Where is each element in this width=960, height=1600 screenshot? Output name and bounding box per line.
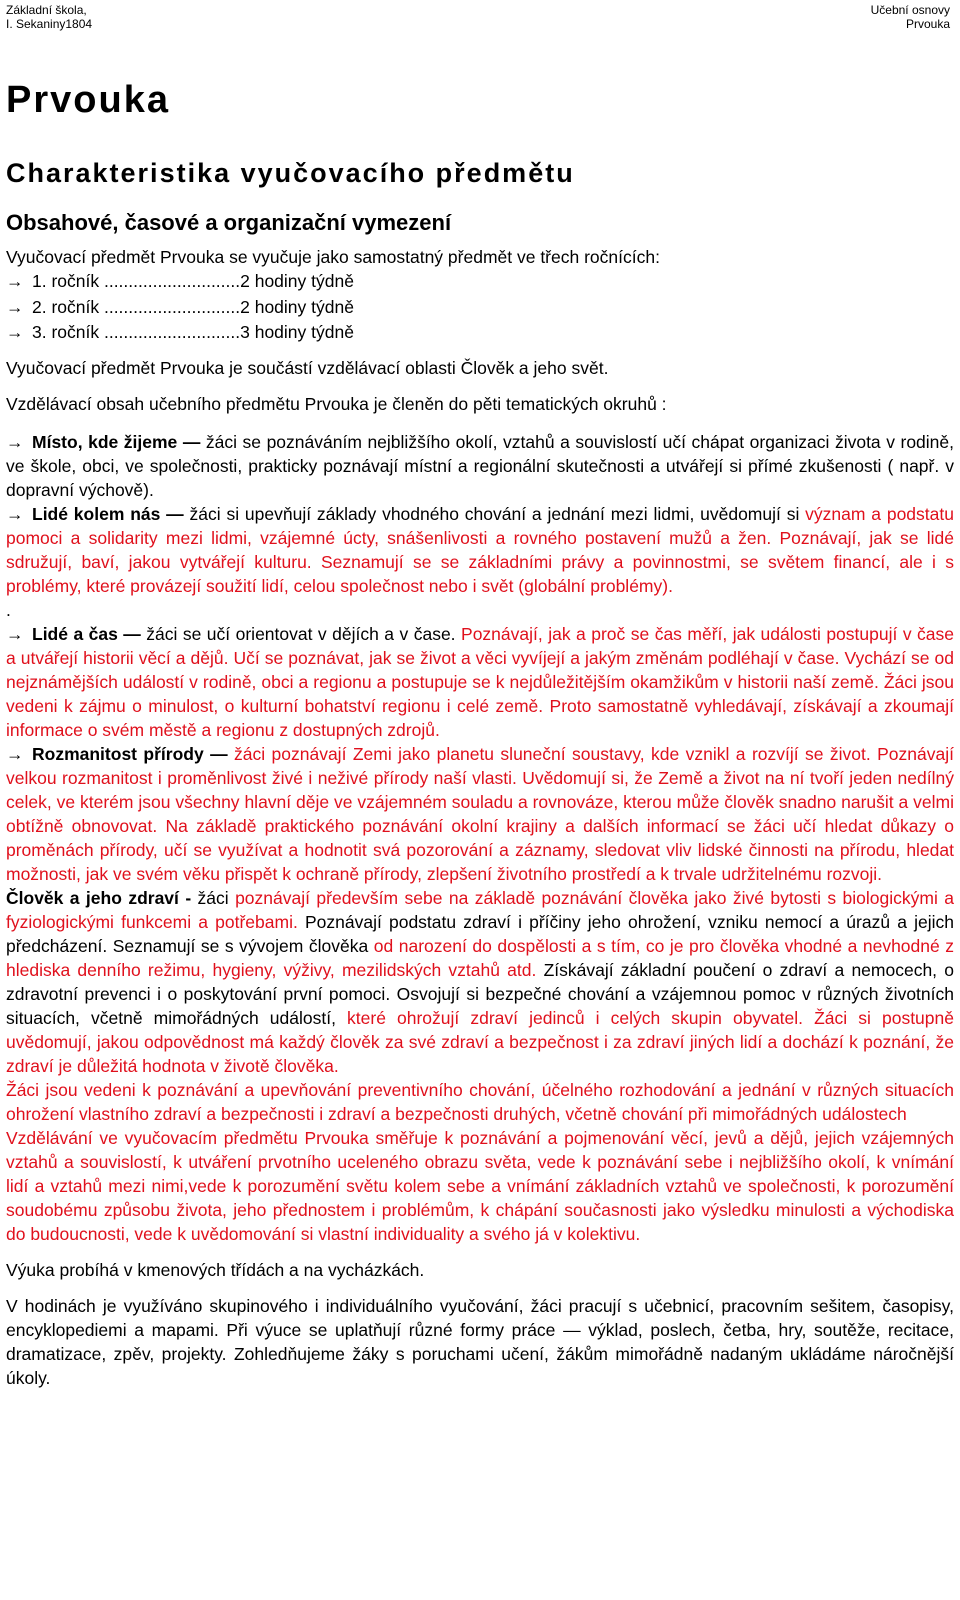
page-subtitle: Charakteristika vyučovacího předmětu (6, 158, 575, 188)
topic-text: žáci si upevňují základy vhodného chování a jednání mezi lidmi, uvědomují si (189, 503, 800, 524)
topic-term: Místo, kde žijeme (32, 431, 178, 452)
school-name (6, 3, 92, 31)
page-header (6, 0, 954, 31)
arrow-icon: → (6, 271, 24, 291)
topic-term: Člověk a jeho zdraví (6, 887, 179, 908)
arrow-icon: → (6, 431, 24, 452)
school-line-1: Základní škola, (6, 3, 87, 17)
teaching-place-paragraph: Výuka probíhá v kmenových třídách a na vycházkách. (6, 1259, 425, 1280)
grade-item-3 (6, 320, 954, 346)
topic-dash: — (177, 431, 206, 452)
topic-dash: — (160, 503, 190, 524)
topic-term: Lidé kolem nás (32, 503, 161, 524)
topic-text-highlight: poznávají především sebe na základě poznávání člověka jako živé bytosti s biologickými a fyziologickými funkcemi a potřebami. (6, 887, 954, 932)
document-label (871, 3, 954, 31)
topic-text-highlight: význam a podstatu pomoci a solidarity mezi lidmi, vzájemné úcty, snášenlivosti a rovného postavení mužů a žen. Poznávají, jak se lidé sdružují, baví, jakou vytvářejí kulturu. Seznamují se se základními právy a povinnostmi, se světem financí, ale i s problémy, které provázejí soužití lidí, celou společnost nebo i svět (globální problémy). (6, 503, 954, 596)
topic-dash: - (178, 887, 198, 908)
arrow-icon: → (6, 623, 24, 644)
topic-text-highlight: od narození do dospělosti a s tím, co je pro člověka vhodné a nevhodné z hlediska denního režimu, hygieny, výživy, mezilidských vztahů atd. (6, 935, 955, 980)
teaching-methods-paragraph: V hodinách je využíváno skupinového i individuálního vyučování, žáci pracují s učebnicí, pracovním sešitem, časopisy, encyklopediemi a mapami. Při výuce se uplatňují různé formy práce — výklad, poslech, četba, hry, soutěže, recitace, dramatizace, zpěv, projekty. Zohledňujeme žáky s poruchami učení, žákům mimořádně nadaným ukládáme náročnější úkoly. (6, 1295, 954, 1388)
doc-line-2: Prvouka (905, 17, 950, 31)
grade-text: 3. ročník ............................3 hodiny týdně (32, 322, 354, 342)
topic-text: Poznávají podstatu zdraví i příčiny jeho ohrožení, vzniku nemocí a úrazů a jejich předcházení. Seznamují se s vývojem člověka (6, 911, 954, 956)
grade-text: 1. ročník ............................2 hodiny týdně (32, 271, 354, 291)
arrow-icon: → (6, 296, 24, 317)
topic-text-highlight: žáci poznávají Zemi jako planetu sluneční soustavy, kde vznikl a rozvíjí se život. Poznávají velkou rozmanitost i proměnlivost živé i neživé přírody naší vlasti. Uvědomují si, že Země a život na ní tvoří jeden nedílný celek, ve kterém jsou všechny hlavní děje ve vzájemném souladu a rovnováze, kterou může člověk snadno narušit a velmi obtížně obnovovat. Na základě praktického poznávání okolní krajiny a dalších informací se žáci učí hledat důkazy o proměnách přírody, učí se využívat a hodnotit svá pozorování a záznamy, sledovat vliv lidské činnosti na přírodu, hledat možnosti, jak ve svém věku přispět k ochraně přírody, zlepšení životního prostředí a k trvale udržitelnému rozvoji. (6, 743, 954, 884)
grade-item-2 (6, 295, 954, 321)
topic-lide (6, 502, 954, 598)
doc-line-1: Učební osnovy (870, 3, 950, 17)
school-line-2: I. Sekaniny1804 (6, 17, 93, 31)
topic-dash: — (117, 623, 147, 644)
separator-dot: . (6, 599, 11, 620)
okruhy-intro: Vzdělávací obsah učebního předmětu Prvouka je členěn do pěti tematických okruhů : (6, 393, 667, 414)
intro-paragraph: Vyučovací předmět Prvouka se vyučuje jako samostatný předmět ve třech ročnících: (6, 247, 660, 267)
topic-text: žáci (197, 887, 236, 908)
section-heading: Obsahové, časové a organizační vymezení (6, 210, 452, 235)
grade-item-1 (6, 269, 954, 295)
topic-clovek (6, 886, 954, 1078)
topic-dash: — (203, 743, 234, 764)
arrow-icon: → (6, 503, 24, 524)
topic-text-highlight: Poznávají, jak a proč se čas měří, jak události postupují v čase a utvářejí historii věcí a dějů. Učí se poznávat, jak se život a věci vyvíjejí a jakým změnám podléhají v čase. Vychází se od nejznámějších událostí v rodině, obci a regionu a postupuje se k nejdůležitějším okamžikům v historii naší země. Žáci jsou vedeni k zájmu o minulost, o kulturní bohatství regionu i celé země. Proto samostatně vyhledávají, získávají a zkoumají informace o svém městě a regionu z dostupných zdrojů. (6, 623, 954, 740)
topic-rozmanitost (6, 742, 954, 886)
grade-text: 2. ročník ............................2 hodiny týdně (32, 296, 354, 317)
topic-term: Lidé a čas (32, 623, 118, 644)
prevention-paragraph: Žáci jsou vedeni k poznávání a upevňování preventivního chování, účelného rozhodování a jednání v různých situacích ohrožení vlastního zdraví a bezpečnosti i zdraví a bezpečnosti druhých, včetně chování při mimořádných událostech (6, 1079, 954, 1124)
aims-paragraph: Vzdělávání ve vyučovacím předmětu Prvouka směřuje k poznávání a pojmenování věcí, jevů a dějů, jejich vzájemných vztahů a souvislostí, k utváření prvotního uceleného obrazu světa, vede k poznávání sebe i nejbližšího okolí, k vnímání lidí a vztahů mezi nimi,vede k porozumění světu kolem sebe a vnímání základních vztahů ve společnosti, k porozumění soudobému způsobu života, jeho přednostem i problémům, k chápání současnosti jako výsledku minulosti a východiska do budoucnosti, vede k uvědomování si vlastní individuality a svého já v kolektivu. (6, 1127, 954, 1244)
topic-text-highlight: které ohrožují zdraví jedinců i celých skupin obyvatel. Žáci si postupně uvědomují, jakou odpovědnost má každý člověk za své zdraví a bezpečnost i za zdraví jiných lidí a dochází k poznání, že zdraví je důležitá hodnota v životě člověka. (6, 1007, 954, 1076)
topic-term: Rozmanitost přírody (32, 743, 204, 764)
topic-text: žáci se poznáváním nejbližšího okolí, vztahů a souvislostí učí chápat organizaci života v rodině, ve škole, obci, ve společnosti, prakticky poznávají místní a regionální skutečnosti a utvářejí si přímé zkušenosti ( např. v dopravní výchově). (6, 431, 955, 500)
page-title: Prvouka (6, 79, 170, 121)
arrow-icon: → (6, 743, 24, 764)
topic-text: Získávají základní poučení o zdraví a nemocech, o zdravotní prevenci i o poskytování první pomoci. Osvojují si bezpečné chování a vzájemnou pomoc v různých životních situacích, včetně mimořádných událostí, (6, 959, 954, 1028)
topic-lide-cas (6, 622, 954, 742)
arrow-icon: → (6, 322, 24, 342)
topic-misto (6, 430, 954, 502)
area-paragraph: Vyučovací předmět Prvouka je součástí vzdělávací oblasti Člověk a jeho svět. (6, 357, 609, 378)
topic-text: žáci se učí orientovat v dějích a v čase. (146, 623, 456, 644)
